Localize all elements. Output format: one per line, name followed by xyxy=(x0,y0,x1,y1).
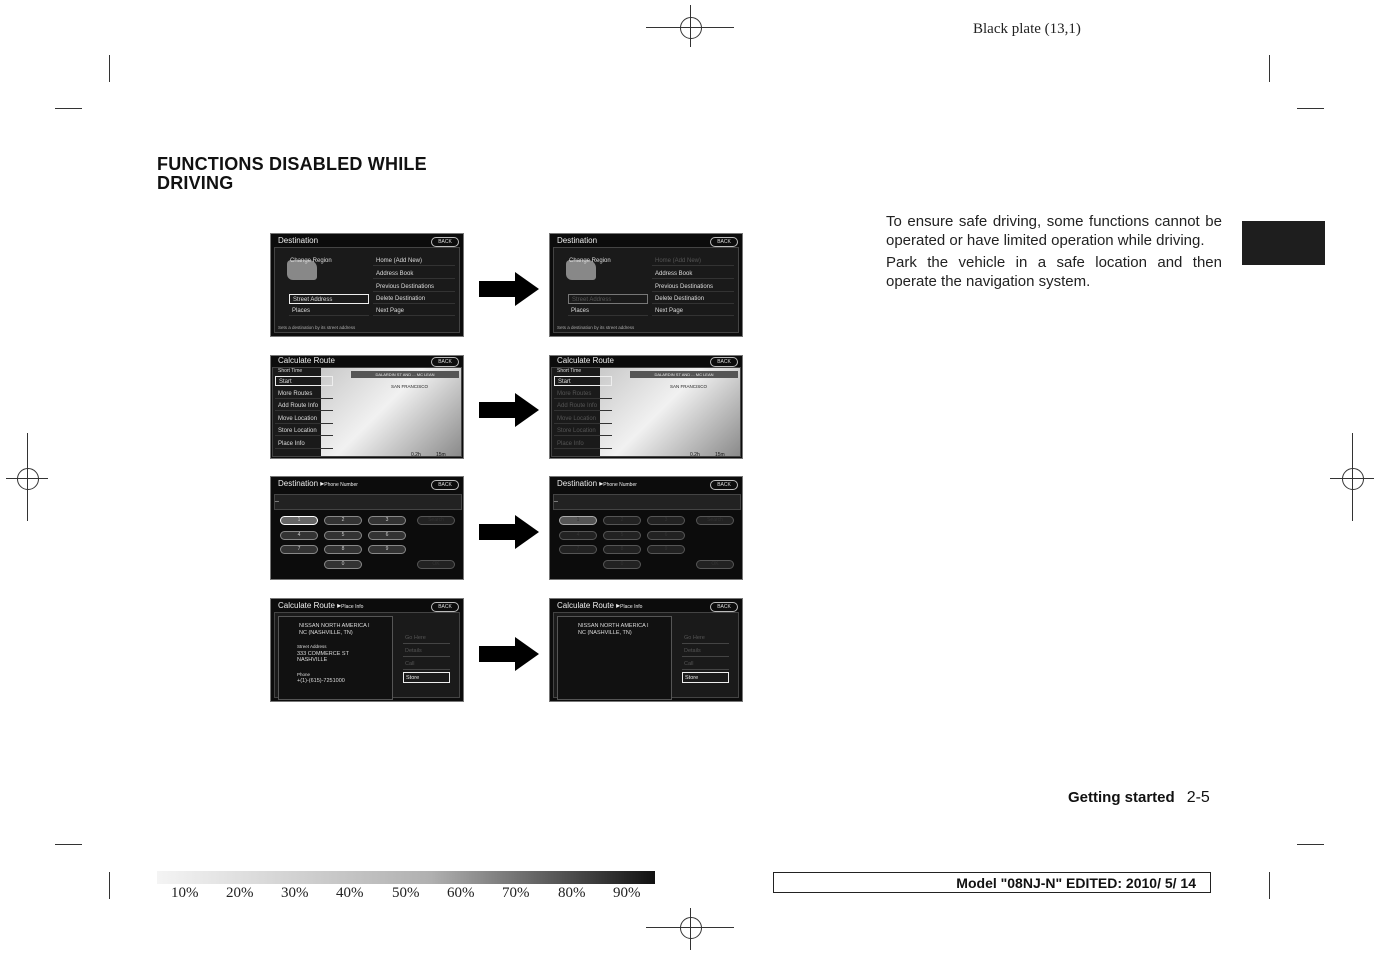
key-4[interactable]: 4 xyxy=(280,531,318,540)
menu-item[interactable]: Previous Destinations xyxy=(373,282,455,292)
screen-title: Calculate Route ▸Place Info xyxy=(278,601,364,610)
back-button[interactable]: BACK xyxy=(431,237,459,247)
screen-place-before xyxy=(270,598,464,702)
screen-place-after xyxy=(549,598,743,702)
screen-title: Destination xyxy=(278,236,319,245)
chapter-tab xyxy=(1242,221,1325,265)
arrow-right-icon xyxy=(479,637,539,671)
title-sub: Place Info xyxy=(341,604,364,610)
registration-circle xyxy=(680,17,702,39)
route-item: Store Location xyxy=(554,426,612,436)
route-time: 0.2h xyxy=(690,452,700,458)
menu-item[interactable]: Address Book xyxy=(652,269,734,279)
route-item[interactable]: Place Info xyxy=(275,439,333,449)
paragraph: To ensure safe driving, some functions cannot be operated or have limited operation while driving. xyxy=(886,213,1222,249)
screen-phone-before xyxy=(270,476,464,580)
crop-mark xyxy=(55,108,82,109)
arrow-right-icon xyxy=(479,393,539,427)
place-name: NC (NASHVILLE, TN) xyxy=(299,629,353,636)
screen-body xyxy=(272,367,462,457)
gray-percent: 50% xyxy=(392,885,420,901)
menu-item[interactable]: Previous Destinations xyxy=(652,282,734,292)
key-1: 1 xyxy=(559,516,597,525)
screen-title: Destination ▸Phone Number xyxy=(557,479,637,488)
plate-label: Black plate (13,1) xyxy=(973,21,1081,37)
key-2[interactable]: 2 xyxy=(324,516,362,525)
road-label: DALARDIN ST AND ... MC LEAN xyxy=(630,371,738,378)
page-footer xyxy=(1068,789,1210,807)
gray-percent: 10% xyxy=(171,885,199,901)
screen-title: Destination ▸Phone Number xyxy=(278,479,358,488)
screen-title: Calculate Route ▸Place Info xyxy=(557,601,643,610)
screen-title: Calculate Route xyxy=(278,356,335,365)
crop-mark xyxy=(1269,872,1270,899)
back-button[interactable]: BACK xyxy=(710,602,738,612)
search-key: Search xyxy=(696,516,734,525)
crop-mark xyxy=(1297,844,1324,845)
menu-item[interactable]: Home (Add New) xyxy=(373,256,455,266)
ok-key: OK xyxy=(417,560,455,569)
menu-item: Home (Add New) xyxy=(652,256,734,266)
road-label: DALARDIN ST AND ... MC LEAN xyxy=(351,371,459,378)
map-view xyxy=(600,368,740,456)
key-4: 4 xyxy=(559,531,597,540)
key-8[interactable]: 8 xyxy=(324,545,362,554)
action-item: Go Here xyxy=(403,633,450,644)
key-5: 5 xyxy=(603,531,641,540)
menu-item: Street Address xyxy=(568,294,648,304)
registration-circle xyxy=(17,468,39,490)
menu-item[interactable]: Delete Destination xyxy=(373,294,455,304)
screen-title: Destination xyxy=(557,236,598,245)
route-item[interactable]: More Routes xyxy=(275,389,333,399)
title-sub: Phone Number xyxy=(324,482,358,488)
gray-percent: 30% xyxy=(281,885,309,901)
address-label: Street Address xyxy=(297,644,327,649)
route-item: Short Time xyxy=(557,368,582,374)
page-number: 2-5 xyxy=(1186,789,1210,806)
phone-label: Phone xyxy=(297,671,311,677)
key-6[interactable]: 6 xyxy=(368,531,406,540)
address-line: 333 COMMERCE ST xyxy=(297,650,349,657)
menu-item[interactable]: Street Address xyxy=(289,294,369,304)
screen-body xyxy=(553,612,739,698)
menu-item[interactable]: Change Region xyxy=(569,258,611,264)
back-button[interactable]: BACK xyxy=(710,357,738,367)
route-dist: 15m xyxy=(715,452,725,458)
key-7: 7 xyxy=(559,545,597,554)
key-0: 0 xyxy=(603,560,641,569)
menu-item[interactable]: Change Region xyxy=(290,258,332,264)
body-text xyxy=(886,213,1222,295)
gray-percent: 60% xyxy=(447,885,475,901)
screen-body xyxy=(551,367,741,457)
registration-circle xyxy=(680,917,702,939)
screen-title: Calculate Route xyxy=(557,356,614,365)
screen-body xyxy=(274,247,460,333)
crop-mark xyxy=(55,844,82,845)
screen-destination-after xyxy=(549,233,743,337)
model-label: Model "08NJ-N" EDITED: 2010/ 5/ 14 xyxy=(773,872,1211,893)
city-label: SAN FRANCISCO xyxy=(391,384,429,389)
crop-mark xyxy=(1297,108,1324,109)
place-name: NC (NASHVILLE, TN) xyxy=(578,629,632,636)
place-info-box xyxy=(278,616,393,700)
gray-percent: 90% xyxy=(613,885,641,901)
key-0[interactable]: 0 xyxy=(324,560,362,569)
key-5[interactable]: 5 xyxy=(324,531,362,540)
route-item[interactable]: Start xyxy=(275,376,333,386)
screen-route-after xyxy=(549,355,743,459)
menu-item[interactable]: Places xyxy=(568,306,648,316)
back-button[interactable]: BACK xyxy=(431,602,459,612)
city-label: SAN FRANCISCO xyxy=(670,384,708,389)
crop-mark xyxy=(109,872,110,899)
gray-percent: 70% xyxy=(502,885,530,901)
place-name: NISSAN NORTH AMERICA I xyxy=(299,623,370,629)
route-item[interactable]: Start xyxy=(554,376,612,386)
back-button[interactable]: BACK xyxy=(431,357,459,367)
title-main: Calculate Route xyxy=(557,601,614,610)
action-item: Go Here xyxy=(682,633,729,644)
route-item: More Routes xyxy=(554,389,612,399)
map-view xyxy=(321,368,461,456)
key-8: 8 xyxy=(603,545,641,554)
crop-mark xyxy=(1269,55,1270,82)
key-7[interactable]: 7 xyxy=(280,545,318,554)
paragraph: Park the vehicle in a safe location and then operate the navigation system. xyxy=(886,254,1222,290)
key-3[interactable]: 3 xyxy=(368,516,406,525)
gray-percent: 40% xyxy=(336,885,364,901)
place-name: NISSAN NORTH AMERICA I xyxy=(578,623,649,629)
title-main: Destination xyxy=(278,479,319,488)
screen-phone-after xyxy=(549,476,743,580)
phone-input[interactable]: _ xyxy=(274,494,462,510)
menu-item[interactable]: Delete Destination xyxy=(652,294,734,304)
route-item[interactable]: Store Location xyxy=(275,426,333,436)
action-item: Call xyxy=(403,659,450,670)
key-6: 6 xyxy=(647,531,685,540)
screen-body xyxy=(274,612,460,698)
screen-route-before xyxy=(270,355,464,459)
route-item: Add Route Info xyxy=(554,401,612,411)
back-button[interactable]: BACK xyxy=(710,480,738,490)
key-2: 2 xyxy=(603,516,641,525)
gray-percent: 20% xyxy=(226,885,254,901)
crop-mark xyxy=(109,55,110,82)
menu-item[interactable]: Next Page xyxy=(373,306,455,316)
ok-key: OK xyxy=(696,560,734,569)
key-9: 9 xyxy=(647,545,685,554)
place-info-box xyxy=(557,616,672,700)
route-dist: 15m xyxy=(436,452,446,458)
menu-item[interactable]: Address Book xyxy=(373,269,455,279)
address-line: NASHVILLE xyxy=(297,657,328,663)
action-item: Call xyxy=(682,659,729,670)
status-text: Sets a destination by its street address xyxy=(278,325,356,330)
route-time: 0.2h xyxy=(411,452,421,458)
menu-item[interactable]: Next Page xyxy=(652,306,734,316)
action-item[interactable]: Store xyxy=(403,672,450,683)
key-9[interactable]: 9 xyxy=(368,545,406,554)
status-text: Sets a destination by its street address xyxy=(557,325,635,330)
grayscale-bar xyxy=(157,871,655,884)
title-main: Calculate Route xyxy=(278,601,335,610)
title-main: Destination xyxy=(557,479,598,488)
screen-destination-before xyxy=(270,233,464,337)
section-title: FUNCTIONS DISABLED WHILE DRIVING xyxy=(157,154,427,193)
action-item: Store xyxy=(682,672,729,683)
footer-section: Getting started xyxy=(1068,789,1175,806)
route-item: Move Location xyxy=(554,414,612,424)
arrow-right-icon xyxy=(479,515,539,549)
back-button[interactable]: BACK xyxy=(431,480,459,490)
back-button[interactable]: BACK xyxy=(710,237,738,247)
screen-body xyxy=(553,247,739,333)
gray-percent: 80% xyxy=(558,885,586,901)
arrow-right-icon xyxy=(479,272,539,306)
key-3: 3 xyxy=(647,516,685,525)
registration-circle xyxy=(1342,468,1364,490)
title-sub: Phone Number xyxy=(603,482,637,488)
action-item: Details xyxy=(682,646,729,657)
menu-item[interactable]: Places xyxy=(289,306,369,316)
phone-number: +(1)-(615)-7251000 xyxy=(297,678,345,684)
route-item[interactable]: Add Route Info xyxy=(275,401,333,411)
key-1[interactable]: 1 xyxy=(280,516,318,525)
route-item: Place Info xyxy=(554,439,612,449)
search-key: Search xyxy=(417,516,455,525)
title-sub: Place Info xyxy=(620,604,643,610)
action-item: Details xyxy=(403,646,450,657)
route-item: Short Time xyxy=(278,368,303,374)
route-item[interactable]: Move Location xyxy=(275,414,333,424)
phone-input: _ xyxy=(553,494,741,510)
